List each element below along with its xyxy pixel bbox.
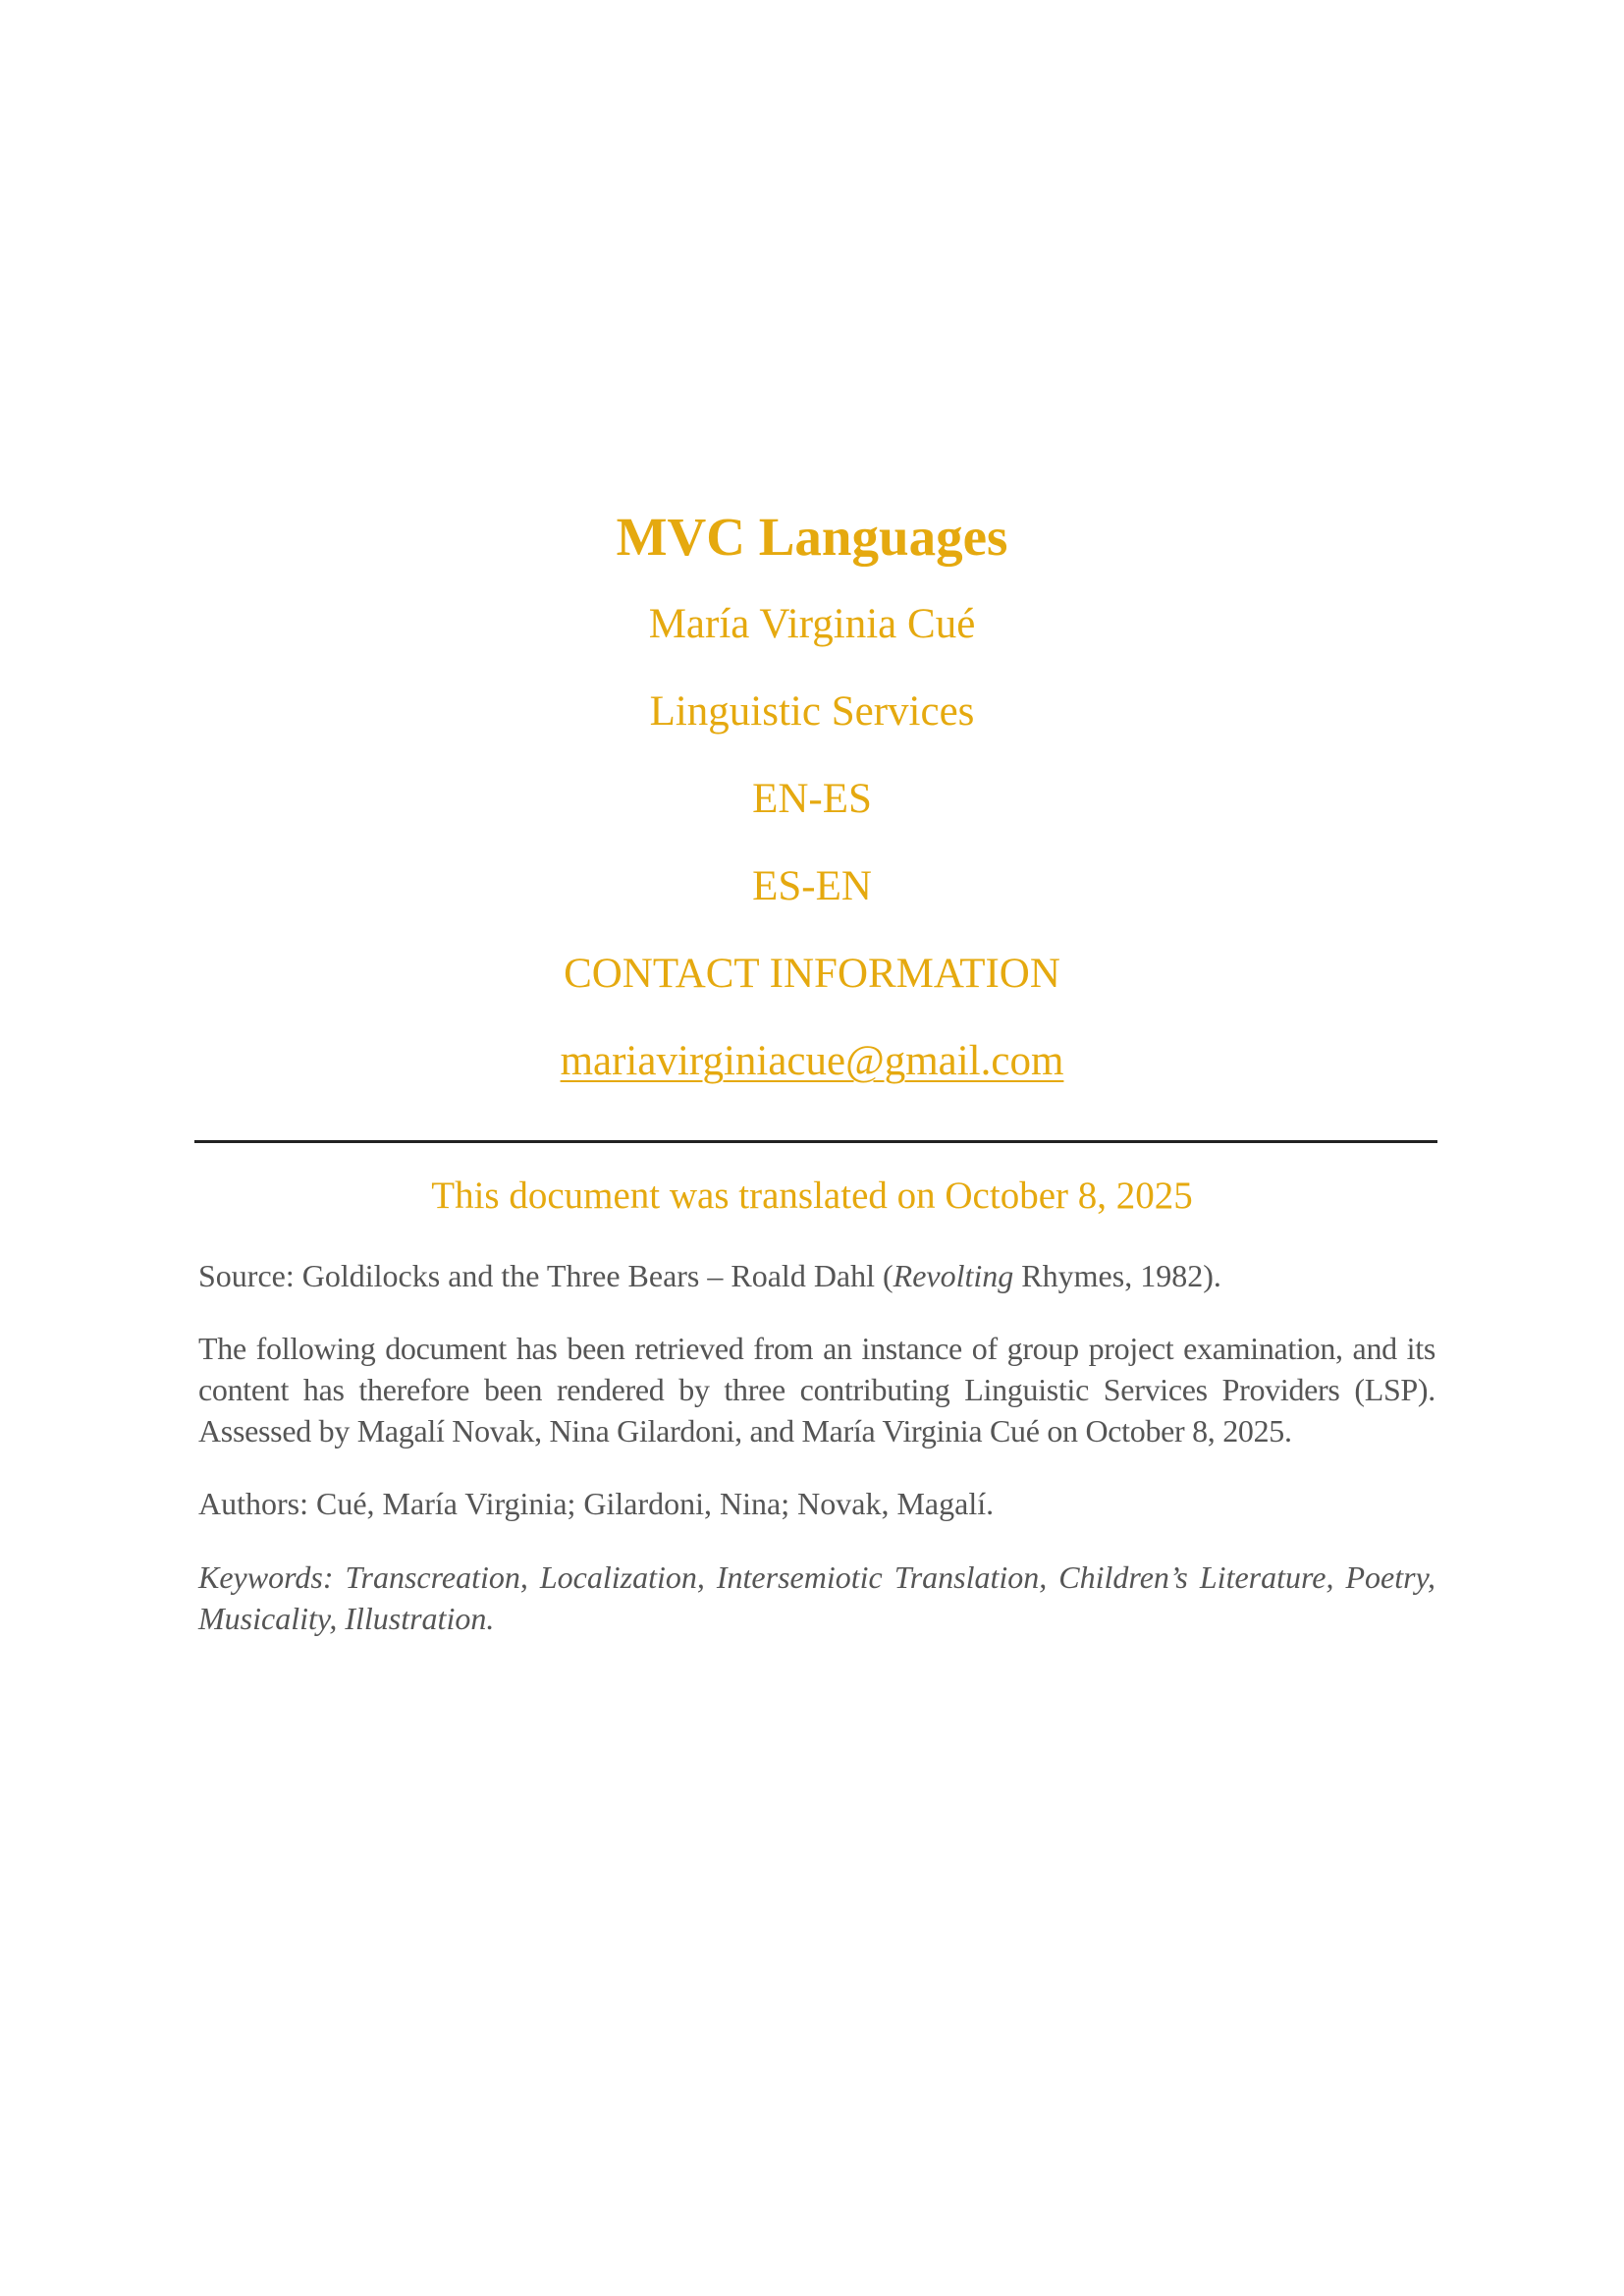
email-link[interactable]: mariavirginiacue@gmail.com bbox=[560, 1038, 1064, 1084]
header-block bbox=[0, 496, 1624, 1105]
email-line bbox=[0, 1017, 1624, 1105]
contact-heading: CONTACT INFORMATION bbox=[564, 951, 1060, 997]
brand-title: MVC Languages bbox=[616, 507, 1008, 567]
language-pair-es-en: ES-EN bbox=[752, 863, 872, 909]
translation-date-note: This document was translated on October 8, 2025 bbox=[431, 1175, 1193, 1217]
service-line: Linguistic Services bbox=[649, 688, 975, 735]
description-paragraph: The following document has been retrieved from an instance of group project examination, and its content has therefore been rendered by three contributing Linguistic Services Providers (LSP). Assessed by Magalí Novak, Nina Gilardoni, and María Virginia Cué on October 8, 2025. bbox=[198, 1331, 1435, 1449]
source-prefix: Source: Goldilocks and the Three Bears – Roald Dahl ( bbox=[198, 1258, 893, 1293]
source-line bbox=[198, 1255, 1435, 1296]
keywords-line: Keywords: Transcreation, Localization, Intersemiotic Translation, Children’s Literature, Poetry, Musicality, Illustration. bbox=[198, 1559, 1435, 1636]
language-pair-en-es: EN-ES bbox=[752, 776, 872, 822]
authors-line: Authors: Cué, María Virginia; Gilardoni, Nina; Novak, Magalí. bbox=[198, 1486, 995, 1521]
divider-rule bbox=[194, 1140, 1437, 1143]
source-italic: Revolting bbox=[893, 1258, 1014, 1293]
source-suffix: Rhymes, 1982). bbox=[1013, 1258, 1221, 1293]
translator-name: María Virginia Cué bbox=[648, 601, 976, 647]
